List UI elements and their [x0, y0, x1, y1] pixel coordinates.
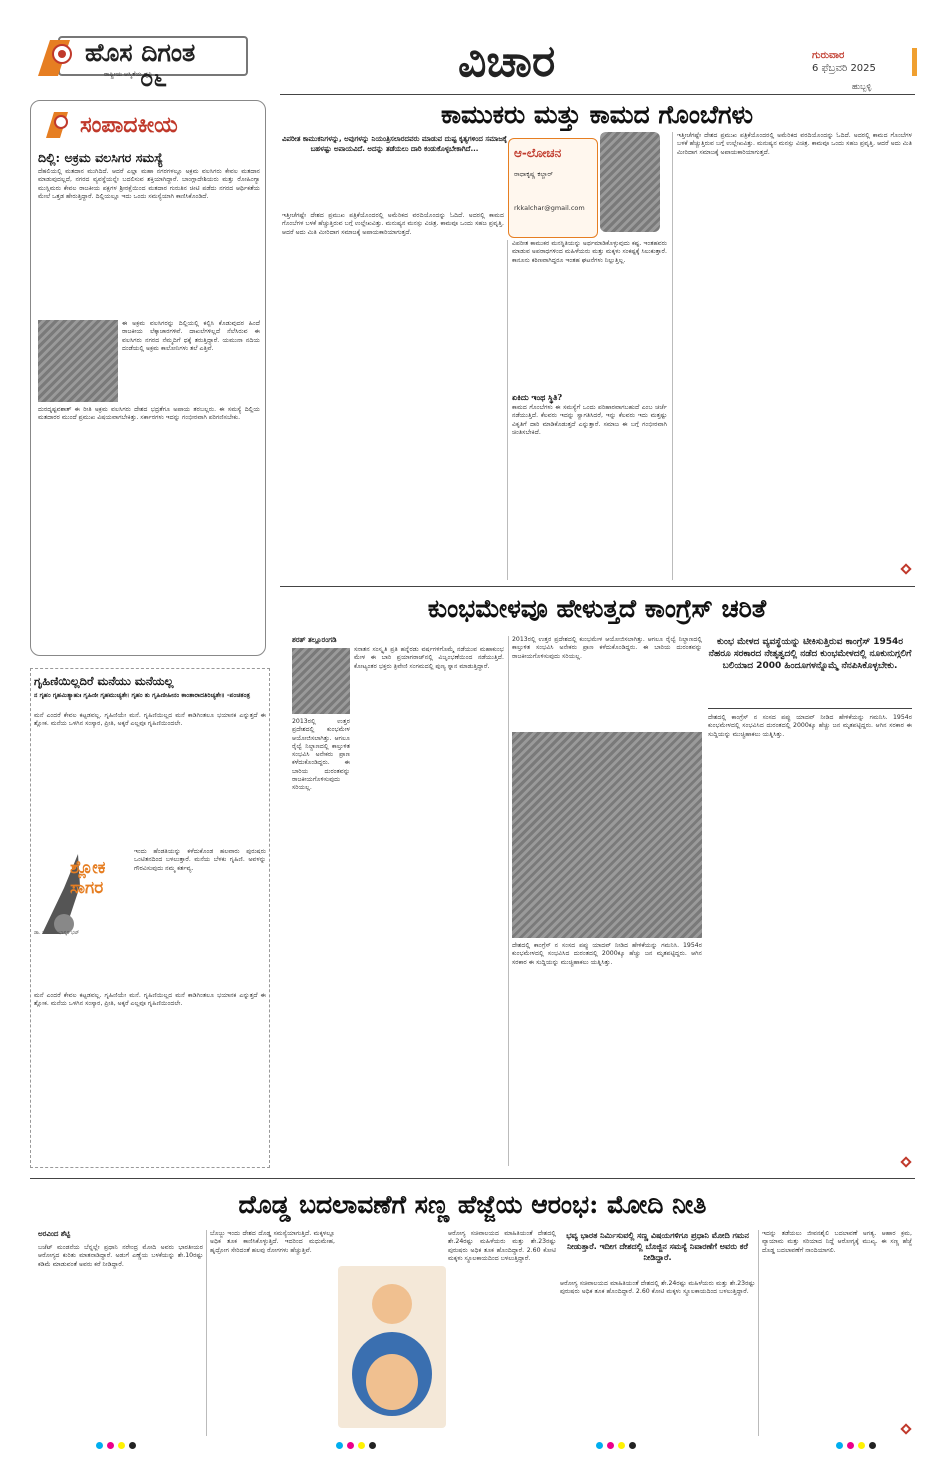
column-4-body-e: ಇದನ್ನು ತಡೆಯಲು ಜೀವನಶೈಲಿ ಬದಲಾವಣೆ ಅಗತ್ಯ. ಆಹಾರ ಕ್ರಮ, ವ್ಯಾಯಾಮ ಮತ್ತು ಸರಿಯಾದ ನಿದ್ದೆ ಆರೋಗ್ಯಕ್ಕೆ ಮುಖ್ಯ. ಈ ಸಣ್ಣ ಹೆಜ್ಜೆ ದೊಡ್ಡ ಬದಲಾವಣೆಗೆ ನಾಂದಿಯಾಗಲಿ. — [762, 1230, 912, 1254]
column-4-author: ಅರವಿಂದ ಶೆಟ್ಟಿ — [38, 1230, 71, 1238]
column-2-body-a: ಸನಾತನ ಸಂಸ್ಕೃತಿ ಪ್ರತಿ ಹನ್ನೆರಡು ವರ್ಷಗಳಿಗೊಮ್ಮೆ ನಡೆಯುವ ಮಹಾಕುಂಭ ಮೇಳ ಈ ಬಾರಿ ಪ್ರಯಾಗರಾಜ್‌ನಲ್ಲಿ ವಿಜೃಂಭಣೆಯಿಂದ ನಡೆಯುತ್ತಿದೆ. ಕೋಟ್ಯಂತರ ಭಕ್ತರು ತ್ರಿವೇಣಿ ಸಂಗಮದಲ್ಲಿ ಪುಣ್ಯ ಸ್ನಾನ ಮಾಡುತ್ತಿದ್ದಾರೆ. — [354, 646, 504, 670]
column-4-body-c: ಆರೋಗ್ಯ ಸಚಿವಾಲಯದ ಮಾಹಿತಿಯಂತೆ ದೇಶದಲ್ಲಿ ಶೇ.24ರಷ್ಟು ಮಹಿಳೆಯರು ಮತ್ತು ಶೇ.23ರಷ್ಟು ಪುರುಷರು ಅಧಿಕ ತೂಕ ಹೊಂದಿದ್ದಾರೆ. 2.60 ಕೋಟಿ ಮಕ್ಕಳು ಸ್ಥೂಲಕಾಯದಿಂದ ಬಳಲುತ್ತಿದ್ದಾರೆ. — [448, 1230, 556, 1262]
color-registration-marks — [96, 1442, 136, 1449]
column-2-author-photo — [292, 648, 350, 714]
column-3-label: ಶ್ಲೋಕ ಸಾಗರ — [70, 858, 106, 898]
pull-quote-rule — [708, 708, 912, 709]
column-1-body-c: ಕಾಮದ ಗೊಂಬೆಗಳು ಈ ಸಮಸ್ಯೆಗೆ ಒಂದು ಪರಿಹಾರವಾಗಬಹುದೆ ಎಂಬ ಚರ್ಚೆ ನಡೆಯುತ್ತಿದೆ. ಕೆಲವರು ಇದನ್ನು ಸ್ವಾಗತಿಸಿದರೆ, ಇನ್ನು ಕೆಲವರು ಇದು ಮತ್ತಷ್ಟು ವಿಕೃತಿಗೆ ದಾರಿ ಮಾಡಿಕೊಡುತ್ತದೆ ಎನ್ನುತ್ತಾರೆ. ಸಮಾಜ ಈ ಬಗ್ಗೆ ಗಂಭೀರವಾಗಿ ಚಿಂತಿಸಬೇಕಿದೆ. — [512, 404, 667, 436]
column-1-author: ರಾಧಾಕೃಷ್ಣ ಕಲ್ಚಾರ್ — [514, 170, 553, 178]
section-title: ವಿಚಾರ — [458, 36, 556, 87]
editorial-headline: ದಿಲ್ಲಿ: ಅಕ್ರಮ ವಲಸಿಗರ ಸಮಸ್ಯೆ — [38, 150, 163, 165]
column-4-body-a: ಬಜೆಟ್ ಮಂಡನೆಯ ಬೆನ್ನಲ್ಲೇ ಪ್ರಧಾನಿ ನರೇಂದ್ರ ಮೋದಿ ಅವರು ಭಾರತೀಯರ ಆರೋಗ್ಯದ ಕುರಿತು ಮಾತನಾಡಿದ್ದಾರೆ. ಅಡುಗೆ ಎಣ್ಣೆಯ ಬಳಕೆಯನ್ನು ಶೇ.10ರಷ್ಟು ಕಡಿಮೆ ಮಾಡುವಂತೆ ಅವರು ಕರೆ ನೀಡಿದ್ದಾರೆ. — [38, 1244, 203, 1268]
column-rule — [672, 132, 673, 580]
color-registration-marks — [336, 1442, 376, 1449]
masthead — [30, 30, 915, 92]
column-4-body-d: ಆರೋಗ್ಯ ಸಚಿವಾಲಯದ ಮಾಹಿತಿಯಂತೆ ದೇಶದಲ್ಲಿ ಶೇ.24ರಷ್ಟು ಮಹಿಳೆಯರು ಮತ್ತು ಶೇ.23ರಷ್ಟು ಪುರುಷರು ಅಧಿಕ ತೂಕ ಹೊಂದಿದ್ದಾರೆ. 2.60 ಕೋಟಿ ಮಕ್ಕಳು ಸ್ಥೂಲಕಾಯದಿಂದ ಬಳಲುತ್ತಿದ್ದಾರೆ. — [560, 1280, 755, 1296]
column-2-body-c: ದೇಶದಲ್ಲಿ ಕಾಂಗ್ರೆಸ್ ನ ಸಂಸದ ಪಪ್ಪು ಯಾದವ್ ನೀಡಿದ ಹೇಳಿಕೆಯನ್ನು ಗಮನಿಸಿ. 1954ರ ಕುಂಭಮೇಳದಲ್ಲಿ ಸಂಭವಿಸಿದ ದುರಂತದಲ್ಲಿ 2000ಕ್ಕೂ ಹೆಚ್ಚು ಜನ ಮೃತಪಟ್ಟಿದ್ದರು. ಆಗಿನ ಸರಕಾರ ಈ ಸುದ್ದಿಯನ್ನು ಮುಚ್ಚಿಹಾಕಲು ಯತ್ನಿಸಿತ್ತು. — [512, 942, 702, 966]
column-rule — [508, 636, 509, 1166]
date-block — [812, 50, 915, 92]
column-1-body-d: ಇತ್ತೀಚೆಗಷ್ಟೇ ದೇಶದ ಪ್ರಮುಖ ಪತ್ರಿಕೆಯೊಂದರಲ್ಲಿ ಅಮೆರಿಕದ ವರದಿಯೊಂದನ್ನು ಓದಿದೆ. ಅದರಲ್ಲಿ ಕಾಮದ ಗೊಂಬೆಗಳ ಬಳಕೆ ಹೆಚ್ಚುತ್ತಿರುವ ಬಗ್ಗೆ ಉಲ್ಲೇಖವಿತ್ತು. ಮನುಷ್ಯನ ಮನಸ್ಸು ವಿಚಿತ್ರ. ಕಾಮವೂ ಒಂದು ಸಹಜ ಪ್ರವೃತ್ತಿ. ಆದರೆ ಅದು ಮಿತಿ ಮೀರಿದಾಗ ಸಮಾಜಕ್ಕೆ ಅಪಾಯಕಾರಿಯಾಗುತ್ತದೆ. — [677, 132, 912, 156]
column-1-headline: ಕಾಮುಕರು ಮತ್ತು ಕಾಮದ ಗೊಂಬೆಗಳು — [440, 100, 754, 129]
accent-bar — [912, 48, 917, 76]
date: 6 ಫೆಬ್ರವರಿ 2025 — [812, 63, 876, 74]
editorial-label: ಸಂಪಾದಕೀಯ — [80, 112, 178, 138]
column-2-body-b: 2013ರಲ್ಲಿ ಉತ್ತರ ಪ್ರದೇಶದಲ್ಲಿ ಕುಂಭಮೇಳ ಆಯೋಜಿಸಲಾಗಿತ್ತು. ಆಗಲೂ ರೈಲ್ವೆ ನಿಲ್ದಾಣದಲ್ಲಿ ಕಾಲ್ತುಳಿತ ಸಂಭವಿಸಿ ಅನೇಕರು ಪ್ರಾಣ ಕಳೆದುಕೊಂಡಿದ್ದರು. ಈ ಬಾರಿಯ ದುರಂತವನ್ನು ರಾಜಕೀಯಗೊಳಿಸುವುದು ಸರಿಯಲ್ಲ. — [512, 636, 702, 660]
column-3-body-b: ಇಂದು ಹೆಂಡತಿಯನ್ನು ಕಳೆದುಕೊಂಡ ಹಲವಾರು ಪುರುಷರು ಒಂಟಿತನದಿಂದ ಬಳಲುತ್ತಾರೆ. ಮನೆಯ ಬೆಳಕು ಗೃಹಿಣಿ. ಅವಳನ್ನು ಗೌರವಿಸುವುದು ನಮ್ಮ ಕರ್ತವ್ಯ. — [134, 848, 266, 872]
column-1-intro: ವಿಪರೀತ ಕಾಮುಕನಿಗಳನ್ನು, ಅವುಗಳನ್ನು ನಿಯಂತ್ರಿಸಲಾರದವರು ಮಾಡುವ ದುಷ್ಟ ಕೃತ್ಯಗಳಿಂದ ಸಮಾಜಕ್ಕೆ ಬಹಳಷ್ಟು ಅಪಾಯವಿದೆ. ಅದನ್ನು ತಡೆಯಲು ದಾರಿ ಕಂಡುಕೊಳ್ಳಬೇಕಾಗಿದೆ... — [282, 135, 508, 153]
city: ಹುಬ್ಬಳ್ಳಿ — [852, 82, 872, 91]
day: ಗುರುವಾರ — [812, 50, 845, 61]
column-4-headline: ದೊಡ್ಡ ಬದಲಾವಣೆಗೆ ಸಣ್ಣ ಹೆಜ್ಜೆಯ ಆರಂಭ: ಮೋದಿ ನೀತಿ — [238, 1190, 707, 1219]
column-rule — [206, 1230, 207, 1436]
columnist-photo — [600, 132, 660, 232]
editorial-body-3: ದುರದೃಷ್ಟವಶಾತ್ ಈ ರೀತಿ ಅಕ್ರಮ ವಲಸಿಗರು ದೇಶದ ಭದ್ರತೆಗೂ ಅಪಾಯ ತರಬಲ್ಲರು. ಈ ಸಮಸ್ಯೆ ದಿಲ್ಲಿಯ ಮತದಾರರ ಮುಂದೆ ಪ್ರಮುಖ ವಿಷಯವಾಗಬೇಕಿತ್ತು. ಸರ್ಕಾರಗಳು ಇದನ್ನು ಗಂಭೀರವಾಗಿ ಪರಿಗಣಿಸಬೇಕು. — [38, 406, 260, 422]
editorial-photo — [38, 320, 118, 402]
section-rule — [30, 1178, 915, 1179]
logo-text: ಹೊಸ ದಿಗಂತ — [85, 38, 196, 67]
column-1-email: rkkalchar@gmail.com — [514, 204, 585, 212]
masthead-rule — [280, 94, 915, 95]
column-2-author: ಶರತ್ ತಲ್ಲೂರಂಗಡಿ — [292, 636, 337, 644]
column-1-body-a: ಇತ್ತೀಚೆಗಷ್ಟೇ ದೇಶದ ಪ್ರಮುಖ ಪತ್ರಿಕೆಯೊಂದರಲ್ಲಿ ಅಮೆರಿಕದ ವರದಿಯೊಂದನ್ನು ಓದಿದೆ. ಅದರಲ್ಲಿ ಕಾಮದ ಗೊಂಬೆಗಳ ಬಳಕೆ ಹೆಚ್ಚುತ್ತಿರುವ ಬಗ್ಗೆ ಉಲ್ಲೇಖವಿತ್ತು. ಮನುಷ್ಯನ ಮನಸ್ಸು ವಿಚಿತ್ರ. ಕಾಮವೂ ಒಂದು ಸಹಜ ಪ್ರವೃತ್ತಿ. ಆದರೆ ಅದು ಮಿತಿ ಮೀರಿದಾಗ ಸಮಾಜಕ್ಕೆ ಅಪಾಯಕಾರಿಯಾಗುತ್ತದೆ. — [282, 212, 504, 236]
obese-man-illustration-icon — [338, 1266, 446, 1428]
illustration — [338, 1266, 446, 1428]
editorial-logo-icon — [40, 108, 74, 142]
column-3-headline: ಗೃಹಿಣಿಯಿಲ್ಲದಿರೆ ಮನೆಯು ಮನೆಯಲ್ಲ — [34, 674, 174, 688]
column-3-body-c: ಮನೆ ಎಂದರೆ ಕೇವಲ ಕಟ್ಟಡವಲ್ಲ. ಗೃಹಿಣಿಯೇ ಮನೆ. ಗೃಹಿಣಿಯಿಲ್ಲದ ಮನೆ ಕಾಡಿಗಿಂತಲೂ ಭಯಾನಕ ಎನ್ನುತ್ತದೆ ಈ ಶ್ಲೋಕ. ಮನೆಯ ಒಳಗಿನ ಸಂಸ್ಕಾರ, ಪ್ರೀತಿ, ಅಕ್ಕರೆ ಎಲ್ಲವೂ ಗೃಹಿಣಿಯಿಂದಲೇ. — [34, 992, 266, 1008]
color-registration-marks — [596, 1442, 636, 1449]
column-1-body-b: ವಿಪರೀತ ಕಾಮುಕರ ಮನಸ್ಥಿತಿಯನ್ನು ಅರ್ಥಮಾಡಿಕೊಳ್ಳುವುದು ಕಷ್ಟ. ಇಂತಹವರು ಮಾಡುವ ಅಪರಾಧಗಳಿಂದ ಮಹಿಳೆಯರು ಮತ್ತು ಮಕ್ಕಳು ಸಂಕಷ್ಟಕ್ಕೆ ಸಿಲುಕುತ್ತಾರೆ. ಕಾನೂನು ಕಠಿಣವಾಗಿದ್ದರೂ ಇಂತಹ ಘಟನೆಗಳು ನಿಲ್ಲುತ್ತಿಲ್ಲ. — [512, 240, 667, 264]
editorial-body-2: ಈ ಅಕ್ರಮ ವಲಸಿಗರನ್ನು ದಿಲ್ಲಿಯಲ್ಲಿ ಕಲ್ಪಿಸಿ ಕೊಡುವುದರ ಹಿಂದೆ ರಾಜಕೀಯ ಲೆಕ್ಕಾಚಾರಗಳಿವೆ. ದಾಖಲೆಗಳಿಲ್ಲದೆ ನೆಲೆಸಿರುವ ಈ ವಲಸಿಗರು ನಗರದ ನೆಮ್ಮದಿಗೆ ಧಕ್ಕೆ ತರುತ್ತಿದ್ದಾರೆ. ಯಮುನಾ ನದಿಯ ದಂಡೆಯಲ್ಲಿ ಅಕ್ರಮ ಕಾಲೋನಿಗಳು ತಲೆ ಎತ್ತಿವೆ. — [122, 320, 260, 352]
column-4-body-b: ಬೊಜ್ಜು ಇಂದು ದೇಶದ ದೊಡ್ಡ ಸಮಸ್ಯೆಯಾಗುತ್ತಿದೆ. ಮಕ್ಕಳಲ್ಲೂ ಅಧಿಕ ತೂಕ ಕಾಣಿಸಿಕೊಳ್ಳುತ್ತಿದೆ. ಇದರಿಂದ ಮಧುಮೇಹ, ಹೃದ್ರೋಗ ಸೇರಿದಂತೆ ಹಲವು ರೋಗಗಳು ಹೆಚ್ಚುತ್ತಿವೆ. — [210, 1230, 335, 1254]
column-3-author: ಡಾ. ಸೋಂದಾ ಭಾಸ್ಕರ ಭಟ್ — [34, 930, 80, 936]
editorial-body-1: ದೆಹಲಿಯಲ್ಲಿ ಮತದಾನ ಮುಗಿದಿದೆ. ಆದರೆ ಎಲ್ಲಾ ಮಹಾ ನಗರಗಳಲ್ಲೂ ಅಕ್ರಮ ವಲಸಿಗರು ಕೇವಲ ಮತದಾನ ಮಾಡುವುದಲ್ಲದೆ, ನಗರದ ವ್ಯವಸ್ಥೆಯನ್ನೇ ಬದಲಿಸುವ ಶಕ್ತಿಯಾಗಿದ್ದಾರೆ. ಬಾಂಗ್ಲಾದೇಶಿಯರು ಮತ್ತು ರೋಹಿಂಗ್ಯಾ ಮುಸ್ಲಿಮರು ಕೇವಲ ರಾಜಕೀಯ ಪಕ್ಷಗಳ ಶ್ರೀರಕ್ಷೆಯಿಂದ ಮತದಾರ ಗುರುತಿನ ಚೀಟಿ ಪಡೆದು ನಗರದ ಆರ್ಥಿಕತೆಯ ಮೇಲೆ ಒತ್ತಡ ಹೇರುತ್ತಿದ್ದಾರೆ. ದಿಲ್ಲಿಯಲ್ಲೂ ಇದು ಒಂದು ಸಮಸ್ಯೆಯಾಗಿ ಕಾಣಿಸಿಕೊಂಡಿದೆ. — [38, 168, 260, 200]
page-number: ೦೬ — [140, 64, 167, 92]
column-rule — [507, 240, 508, 580]
torch-logo-icon — [30, 36, 90, 84]
column-4-pull-quote: ಭವ್ಯ ಭಾರತ ನಿರ್ಮಿಸುವಲ್ಲಿ ಸಣ್ಣ ವಿಷಯಗಳಿಗೂ ಪ್ರಧಾನಿ ಮೋದಿ ಗಮನ ನೀಡುತ್ತಾರೆ. ಇದೀಗ ದೇಶದಲ್ಲಿ ಬೊಜ್ಜಿನ ಸಮಸ್ಯೆ ನಿವಾರಣೆಗೆ ಅವರು ಕರೆ ನೀಡಿದ್ದಾರೆ. — [566, 1231, 749, 1262]
color-registration-marks — [836, 1442, 876, 1449]
column-2-headline: ಕುಂಭಮೇಳವೂ ಹೇಳುತ್ತದೆ ಕಾಂಗ್ರೆಸ್ ಚರಿತೆ — [427, 594, 767, 623]
section-rule — [280, 586, 915, 587]
column-2-body-a2: 2013ರಲ್ಲಿ ಉತ್ತರ ಪ್ರದೇಶದಲ್ಲಿ ಕುಂಭಮೇಳ ಆಯೋಜಿಸಲಾಗಿತ್ತು. ಆಗಲೂ ರೈಲ್ವೆ ನಿಲ್ದಾಣದಲ್ಲಿ ಕಾಲ್ತುಳಿತ ಸಂಭವಿಸಿ ಅನೇಕರು ಪ್ರಾಣ ಕಳೆದುಕೊಂಡಿದ್ದರು. ಈ ಬಾರಿಯ ದುರಂತವನ್ನು ರಾಜಕೀಯಗೊಳಿಸುವುದು ಸರಿಯಲ್ಲ. — [292, 718, 350, 792]
column-1-subhead: ಏಕಿದು ಇಂಥ ಸ್ಥಿತಿ? — [512, 392, 563, 402]
logo — [30, 36, 245, 92]
column-3-shloka: ನ ಗೃಹಂ ಗೃಹಮಿತ್ಯಾಹುಃ ಗೃಹಿಣೀ ಗೃಹಮುಚ್ಯತೇ। ಗೃಹಂ ತು ಗೃಹಿಣೀಹೀನಂ ಕಾಂತಾರಾದತಿರಿಚ್ಯತೇ॥ -ಪಂಚತಂತ್ರ — [34, 692, 250, 699]
column-2-body-d: ದೇಶದಲ್ಲಿ ಕಾಂಗ್ರೆಸ್ ನ ಸಂಸದ ಪಪ್ಪು ಯಾದವ್ ನೀಡಿದ ಹೇಳಿಕೆಯನ್ನು ಗಮನಿಸಿ. 1954ರ ಕುಂಭಮೇಳದಲ್ಲಿ ಸಂಭವಿಸಿದ ದುರಂತದಲ್ಲಿ 2000ಕ್ಕೂ ಹೆಚ್ಚು ಜನ ಮೃತಪಟ್ಟಿದ್ದರು. ಆಗಿನ ಸರಕಾರ ಈ ಸುದ್ದಿಯನ್ನು ಮುಚ್ಚಿಹಾಕಲು ಯತ್ನಿಸಿತ್ತು. — [708, 714, 912, 738]
column-2-pull-quote: ಕುಂಭ ಮೇಳದ ವ್ಯವಸ್ಥೆಯನ್ನು ಟೀಕಿಸುತ್ತಿರುವ ಕಾಂಗ್ರೆಸ್ 1954ರ ನೆಹರೂ ಸರಕಾರದ ನೇತೃತ್ವದಲ್ಲಿ ನಡೆದ ಕುಂಭಮೇಳದಲ್ಲಿ ನೂಕುನುಗ್ಗಲಿಗೆ ಬಲಿಯಾದ 2000 ಹಿಂದೂಗಳನ್ನೊಮ್ಮೆ ನೆನಪಿಸಿಕೊಳ್ಳಬೇಕು. — [708, 637, 912, 671]
kumbhamela-photo — [512, 732, 702, 938]
column-rule — [758, 1230, 759, 1436]
logo-tagline: ರಾಷ್ಟ್ರೀಯ ಆಸ್ಮಿತೆಯ ಧ್ವನಿ — [104, 71, 152, 78]
column-1-name: ಆ-ಲೋಚನ — [514, 146, 562, 160]
column-3-body-a: ಮನೆ ಎಂದರೆ ಕೇವಲ ಕಟ್ಟಡವಲ್ಲ. ಗೃಹಿಣಿಯೇ ಮನೆ. ಗೃಹಿಣಿಯಿಲ್ಲದ ಮನೆ ಕಾಡಿಗಿಂತಲೂ ಭಯಾನಕ ಎನ್ನುತ್ತದೆ ಈ ಶ್ಲೋಕ. ಮನೆಯ ಒಳಗಿನ ಸಂಸ್ಕಾರ, ಪ್ರೀತಿ, ಅಕ್ಕರೆ ಎಲ್ಲವೂ ಗೃಹಿಣಿಯಿಂದಲೇ. — [34, 712, 266, 728]
